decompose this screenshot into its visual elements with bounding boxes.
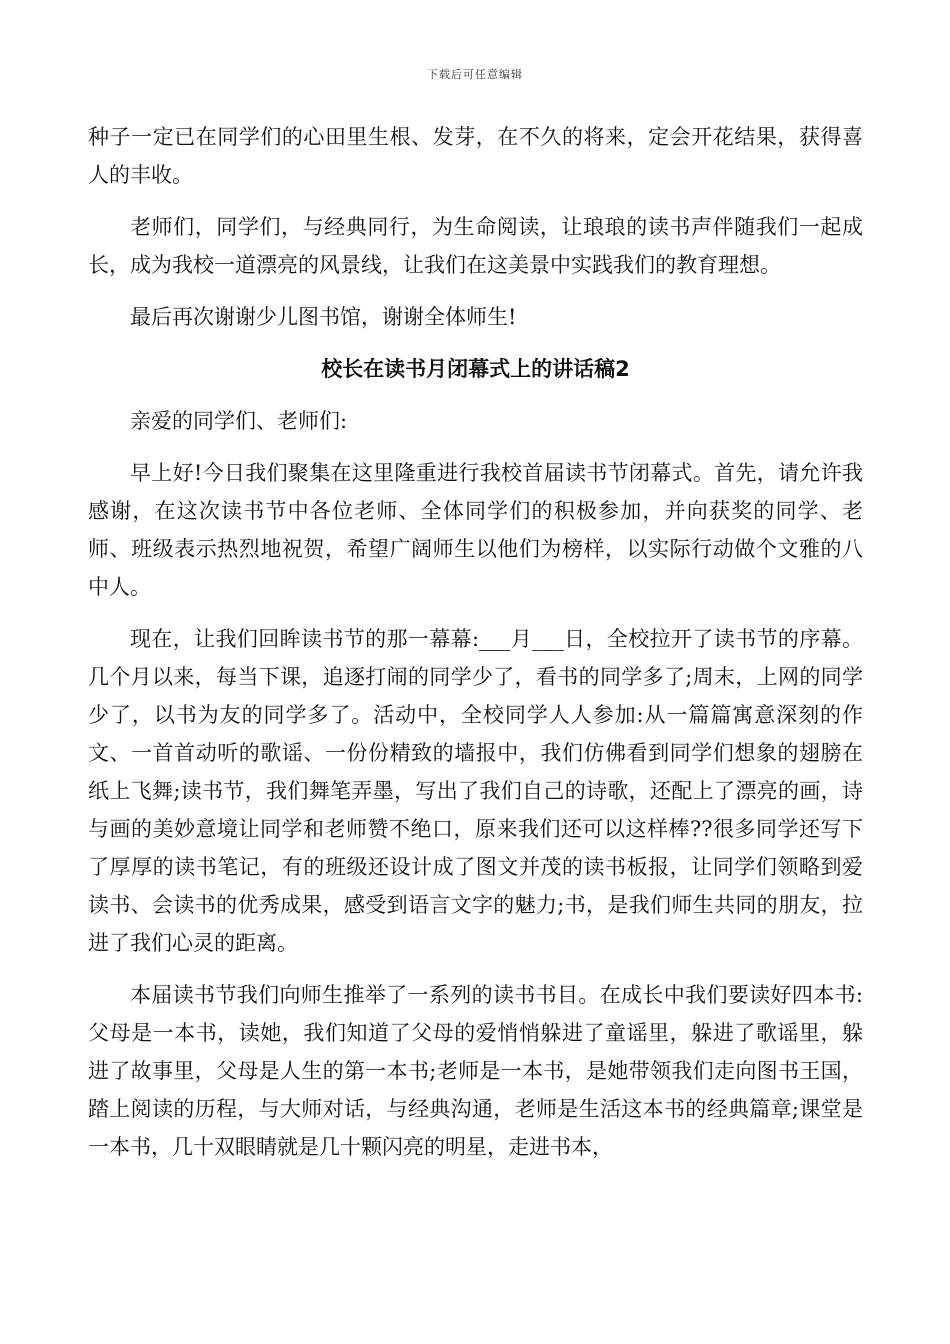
section-title: 校长在读书月闭幕式上的讲话稿2 [321,357,630,381]
paragraph: 老师们，同学们，与经典同行，为生命阅读，让琅琅的读书声伴随我们一起成长，成为我校一道漂亮的风景线，让我们在这美景中实践我们的教育理想。 [88,215,863,277]
paragraph-continuation: 种子一定已在同学们的心田里生根、发芽，在不久的将来，定会开花结果，获得喜人的丰收。 [88,125,863,187]
salutation: 亲爱的同学们、老师们: [130,409,348,433]
paragraph: 早上好!今日我们聚集在这里隆重进行我校首届读书节闭幕式。首先，请允许我感谢，在这次读书节中各位老师、全体同学们的积极参加，并向获奖的同学、老师、班级表示热烈地祝贺，希望广阔师生以他们为榜样，以实际行动做个文雅的八中人。 [88,461,863,599]
paragraph: 现在，让我们回眸读书节的那一幕幕:___月___日，全校拉开了读书节的序幕。几个月以来，每当下课，追逐打闹的同学少了，看书的同学多了;周末，上网的同学少了，以书为友的同学多了。活动中，全校同学人人参加:从一篇篇寓意深刻的作文、一首首动听的歌谣、一份份精致的墙报中，我们仿佛看到同学们想象的翅膀在纸上飞舞;读书节，我们舞笔弄墨，写出了我们自己的诗歌，还配上了漂亮的画，诗与画的美妙意境让同学和老师赞不绝口，原来我们还可以这样棒??很多同学还写下了厚厚的读书笔记，有的班级还设计成了图文并茂的读书板报，让同学们领略到爱读书、会读书的优秀成果，感受到语言文字的魅力;书，是我们师生共同的朋友，拉进了我们心灵的距离。 [88,627,863,955]
paragraph-thanks: 最后再次谢谢少儿图书馆，谢谢全体师生! [130,305,517,329]
page-header-caption: 下载后可任意编辑 [427,68,523,81]
paragraph: 本届读书节我们向师生推举了一系列的读书书目。在成长中我们要读好四本书:父母是一本书，读她，我们知道了父母的爱悄悄躲进了童谣里，躲进了歌谣里，躲进了故事里，父母是人生的第一本书;老师是一本书，是她带领我们走向图书王国，踏上阅读的历程，与大师对话，与经典沟通，老师是生活这本书的经典篇章;课堂是一本书，几十双眼睛就是几十颗闪亮的明星，走进书本， [88,983,863,1159]
document-body [88,118,863,1180]
